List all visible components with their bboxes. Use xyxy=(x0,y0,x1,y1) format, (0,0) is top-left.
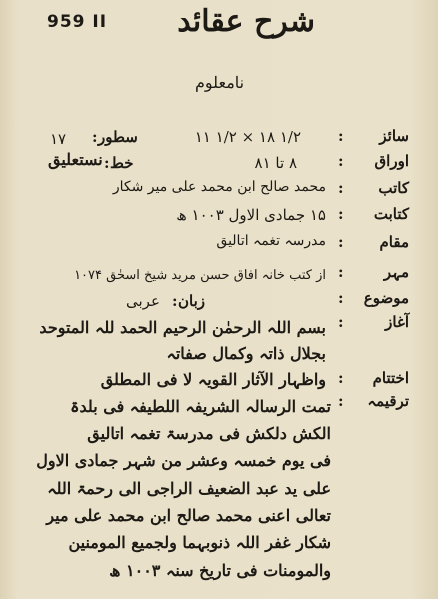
manuscript-title: شرح عقائد xyxy=(177,4,315,39)
value-colophon-line7: والمومنات فی تاریخ سنہ ۱۰۰۳ ھ xyxy=(109,561,331,580)
value-colophon-line2: الکش دلکش فی مدرسۃ تغمہ اتالیق xyxy=(87,424,331,443)
value-colophon-line6: شکار غفر اللہ ذنوبہما ولجمیع المومنین xyxy=(68,533,331,552)
colon: : xyxy=(338,233,344,251)
colon: : xyxy=(338,127,344,145)
value-size: ۱/۲ ۱۸ × ۱/۲ ۱۱ xyxy=(194,128,301,146)
colon: : xyxy=(338,179,344,197)
label-size: سائز xyxy=(379,127,409,145)
label-colophon: ترقیمہ xyxy=(367,392,409,410)
colon: : xyxy=(338,369,344,387)
value-colophon-line1: تمت الرسالہ الشریفہ اللطیفہ فی بلدۃ xyxy=(70,397,331,416)
colon: : xyxy=(172,292,178,310)
colon: : xyxy=(338,263,344,281)
value-colophon-line3: فی یوم خمسہ وعشر من شہر جمادی الاول xyxy=(36,451,331,470)
colon: : xyxy=(338,152,344,170)
label-date: کتابت xyxy=(373,205,409,223)
value-script: نستعلیق xyxy=(48,150,103,169)
label-folios: اوراق xyxy=(374,152,409,170)
catalog-number: 959 II xyxy=(47,12,108,32)
label-seal: مہر xyxy=(383,263,409,281)
label-explicit: اختتام xyxy=(372,369,409,387)
value-date: ۱۵ جمادی الاول ۱۰۰۳ ھ xyxy=(176,206,326,224)
label-language: زبان xyxy=(178,292,206,310)
label-scribe: کاتب xyxy=(378,179,409,197)
colon: : xyxy=(338,313,344,331)
value-incipit-line2: بجلال ذاتہ وکمال صفاتہ xyxy=(166,344,326,363)
label-subject: موضوع xyxy=(363,289,409,307)
colon: : xyxy=(92,128,98,146)
value-language: عربی xyxy=(126,292,160,310)
value-colophon-line4: علی ید عبد الضعیف الراجی الی رحمۃ اللہ xyxy=(47,479,331,498)
colon: : xyxy=(104,154,110,172)
value-seal: از کتب خانہ افاق حسن مرید شیخ اسحٰق ۱۰۷۴ xyxy=(74,268,326,283)
value-lines: ۱۷ xyxy=(50,130,67,148)
value-colophon-line5: تعالی اعنی محمد صالح ابن محمد علی میر xyxy=(46,506,331,525)
value-explicit: واظہار الآثار القویہ لا فی المطلق xyxy=(100,370,326,389)
label-lines: سطور xyxy=(98,128,138,146)
label-script: خط xyxy=(110,154,134,172)
colon: : xyxy=(338,289,344,307)
label-incipit: آغاز xyxy=(385,313,409,331)
author-name: نامعلوم xyxy=(195,73,245,92)
value-scribe: محمد صالح ابن محمد علی میر شکار xyxy=(112,179,326,195)
colon: : xyxy=(338,392,344,410)
label-place: مقام xyxy=(379,233,409,251)
value-incipit-line1: بسم اللہ الرحمٰن الرحیم الحمد للہ المتوحد xyxy=(39,318,326,337)
colon: : xyxy=(338,205,344,223)
value-place: مدرسہ تغمہ اتالیق xyxy=(216,233,326,249)
value-folios: ۸ تا ۸۱ xyxy=(254,154,297,172)
